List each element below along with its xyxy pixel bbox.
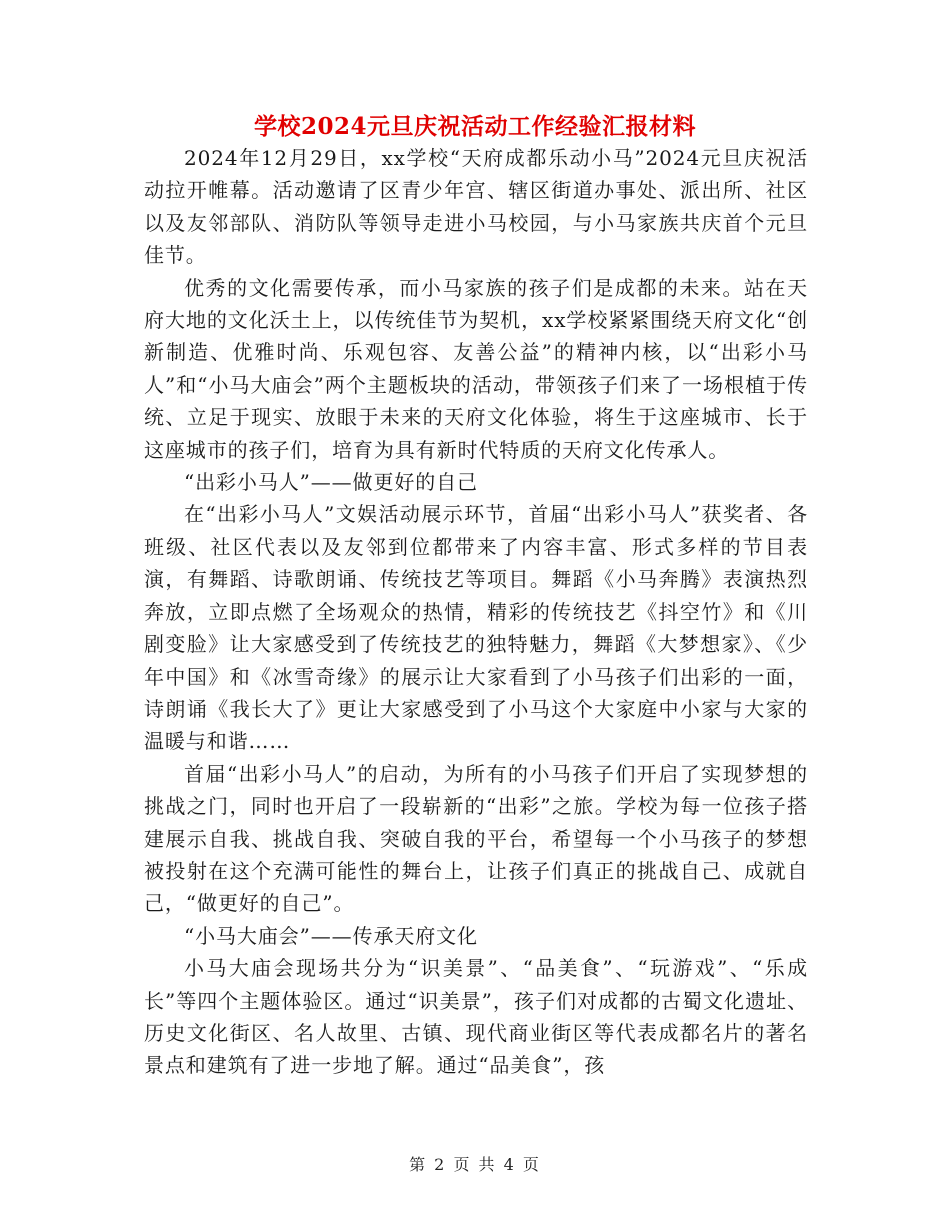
paragraph-intro: 2024年12月29日，xx学校“天府成都乐动小马”2024元旦庆祝活动拉开帷幕。活动邀请了区青少年宫、辖区街道办事处、派出所、社区以及友邻部队、消防队等领导走进小马校园，与小马家族共庆首个元旦佳节。: [144, 146, 808, 268]
paragraph-culture: 优秀的文化需要传承，而小马家族的孩子们是成都的未来。站在天府大地的文化沃土上，以传统佳节为契机，xx学校紧紧围绕天府文化“创新制造、优雅时尚、乐观包容、友善公益”的精神内核，以“出彩小马人”和“小马大庙会”两个主题板块的活动，带领孩子们来了一场根植于传统、立足于现实、放眼于未来的天府文化体验，将生于这座城市、长于这座城市的孩子们，培育为具有新时代特质的天府文化传承人。: [144, 275, 808, 462]
paragraph-launch: 首届“出彩小马人”的启动，为所有的小马孩子们开启了实现梦想的挑战之门，同时也开启了一段崭新的“出彩”之旅。学校为每一位孩子搭建展示自我、挑战自我、突破自我的平台，希望每一个小马孩子的梦想被投射在这个充满可能性的舞台上，让孩子们真正的挑战自己、成就自己，“做更好的自己”。: [144, 761, 808, 916]
document-body: [144, 142, 808, 1082]
section-heading-chucai: “出彩小马人”——做更好的自己: [184, 470, 478, 495]
paragraph-temple-fair: 小马大庙会现场共分为“识美景”、“品美食”、“玩游戏”、“乐成长”等四个主题体验区。通过“识美景”，孩子们对成都的古蜀文化遗址、历史文化街区、名人故里、古镇、现代商业街区等代表成都名片的著名景点和建筑有了进一步地了解。通过“品美食”，孩: [144, 956, 808, 1078]
document-title: 学校2024元旦庆祝活动工作经验汇报材料: [253, 113, 696, 140]
paragraph-performances: 在“出彩小马人”文娱活动展示环节，首届“出彩小马人”获奖者、各班级、社区代表以及友邻到位都带来了内容丰富、形式多样的节目表演，有舞蹈、诗歌朗诵、传统技艺等项目。舞蹈《小马奔腾》表演热烈奔放，立即点燃了全场观众的热情，精彩的传统技艺《抖空竹》和《川剧变脸》让大家感受到了传统技艺的独特魅力，舞蹈《大梦想家》、《少年中国》和《冰雪奇缘》的展示让大家看到了小马孩子们出彩的一面，诗朗诵《我长大了》更让大家感受到了小马这个大家庭中小家与大家的温暖与和谐……: [144, 502, 808, 754]
section-heading-miaohui: “小马大庙会”——传承天府文化: [184, 923, 478, 948]
page-number-footer: 第 2 页 共 4 页: [409, 1155, 541, 1174]
